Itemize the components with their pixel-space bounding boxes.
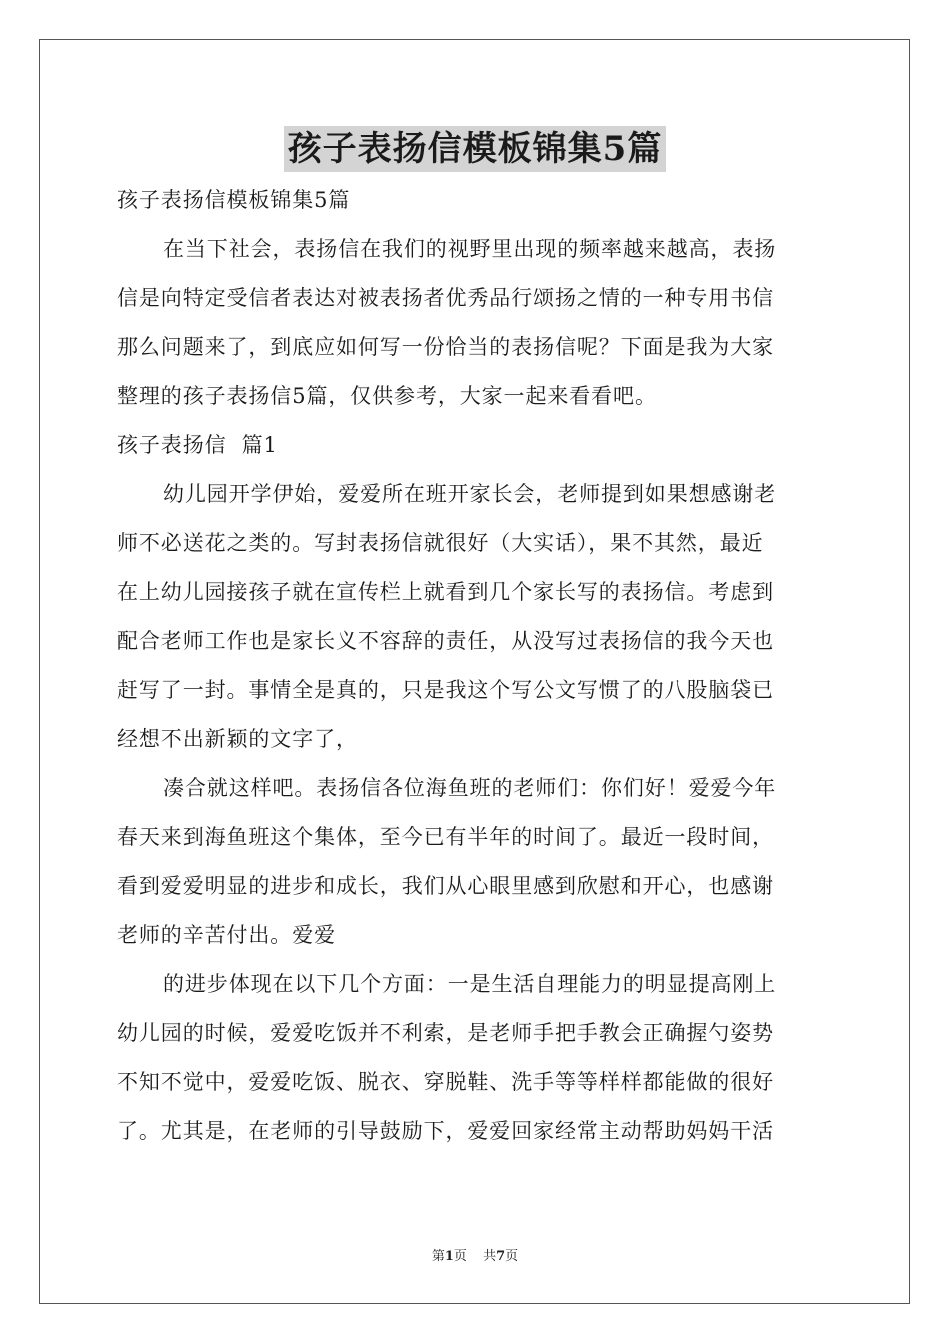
text-line: 那么问题来了，到底应如何写一份恰当的表扬信呢？下面是我为大家 — [117, 335, 774, 359]
page-total: 共7页 — [483, 1249, 519, 1264]
text-line: 在当下社会，表扬信在我们的视野里出现的频率越来越高，表扬 — [163, 237, 777, 261]
text-line: 整理的孩子表扬信5篇，仅供参考，大家一起来看看吧。 — [117, 384, 657, 408]
text-line: 经想不出新颖的文字了， — [117, 727, 358, 751]
body-paragraph-1 — [117, 470, 833, 764]
document-subtitle: 孩子表扬信模板锦集5篇 — [117, 188, 351, 212]
title-container — [0, 126, 950, 172]
text-line: 在上幼儿园接孩子就在宣传栏上就看到几个家长写的表扬信。考虑到 — [117, 580, 774, 604]
text-line: 凑合就这样吧。表扬信各位海鱼班的老师们：你们好！爱爱今年 — [163, 776, 777, 800]
page-footer — [0, 1248, 950, 1266]
text-line: 幼儿园的时候，爱爱吃饭并不利索，是老师手把手教会正确握勺姿势 — [117, 1021, 774, 1045]
document-title: 孩子表扬信模板锦集5篇 — [284, 126, 667, 172]
text-line: 老师的辛苦付出。爱爱 — [117, 923, 336, 947]
text-line: 看到爱爱明显的进步和成长，我们从心眼里感到欣慰和开心，也感谢 — [117, 874, 774, 898]
intro-paragraph — [117, 225, 833, 421]
section-heading: 孩子表扬信 篇1 — [117, 433, 278, 457]
body-paragraph-3 — [117, 960, 833, 1156]
text-line: 不知不觉中，爱爱吃饭、脱衣、穿脱鞋、洗手等等样样都能做的很好 — [117, 1070, 774, 1094]
text-line: 春天来到海鱼班这个集体，至今已有半年的时间了。最近一段时间， — [117, 825, 774, 849]
text-line: 配合老师工作也是家长义不容辞的责任，从没写过表扬信的我今天也 — [117, 629, 774, 653]
text-line: 幼儿园开学伊始，爱爱所在班开家长会，老师提到如果想感谢老 — [163, 482, 777, 506]
text-line: 赶写了一封。事情全是真的，只是我这个写公文写惯了的八股脑袋已 — [117, 678, 774, 702]
text-line: 的进步体现在以下几个方面：一是生活自理能力的明显提高刚上 — [163, 972, 777, 996]
text-line: 了。尤其是，在老师的引导鼓励下，爱爱回家经常主动帮助妈妈干活 — [117, 1119, 774, 1143]
document-body — [117, 176, 833, 1156]
text-line: 师不必送花之类的。写封表扬信就很好（大实话），果不其然，最近 — [117, 531, 764, 555]
page-number: 第1页 — [431, 1249, 467, 1264]
body-paragraph-2 — [117, 764, 833, 960]
text-line: 信是向特定受信者表达对被表扬者优秀品行颂扬之情的一种专用书信 — [117, 286, 774, 310]
